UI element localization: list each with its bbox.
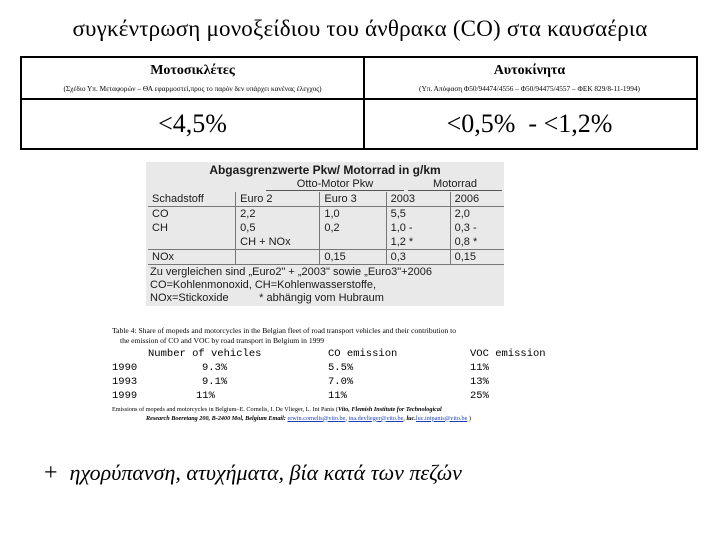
motorcycles-co-value: <4,5% (158, 109, 227, 138)
table-cell: 1999 (112, 390, 138, 402)
table-cell: 1990 (112, 362, 138, 374)
table-cell: 0,15 (320, 250, 386, 265)
german-group-motorrad: Motorrad (408, 178, 502, 191)
german-limits-table (148, 192, 504, 265)
table-row (148, 250, 504, 265)
cars-column (363, 58, 696, 148)
table-cell: CO (152, 208, 169, 220)
table-header-cell: Schadstoff (148, 192, 236, 207)
table-cell: 5.5% (328, 362, 354, 374)
table-cell: 0,3 (386, 250, 450, 265)
motorcycles-note: (Σχέδιο Υπ. Μεταφορών – ΘΑ εφαρμοστεί,προς το παρόν δεν υπάρχει κανένας έλεγχος) (63, 84, 322, 93)
table-cell: 7.0% (328, 376, 354, 388)
german-note-nox: NOx=Stickoxide * abhängig vom Hubraum (150, 292, 384, 304)
cars-heading: Αυτοκίνητα (493, 63, 566, 78)
table-header-cell: VOC emission (470, 348, 546, 360)
page-title: συγκέντρωση μονοξείδιου του άνθρακα (CO) στα καυσαέρια (72, 16, 648, 41)
table-header-cell: 2003 (386, 192, 450, 207)
motorcycles-heading: Μοτοσικλέτες (150, 63, 235, 78)
german-table-title: Abgasgrenzwerte Pkw/ Motorrad in g/km (209, 163, 441, 177)
email-link-cornelis[interactable]: erwin.cornelis@vito.be (287, 414, 346, 422)
table-cell: 25% (470, 390, 489, 402)
table-cell (236, 250, 320, 265)
german-group-otto: Otto-Motor Pkw (266, 178, 404, 191)
table-cell: 11% (328, 390, 347, 402)
table-cell: 0,5 (236, 221, 320, 235)
german-emission-limits-image (146, 162, 504, 306)
table-cell: 11% (470, 362, 489, 374)
cars-co-value: <0,5% - <1,2% (446, 109, 613, 138)
table-cell: 9.1% (202, 376, 228, 388)
table-cell: 2,0 (450, 207, 504, 222)
table-cell: 0,3 - (450, 221, 504, 235)
plus-icon: + (44, 460, 58, 486)
table-cell: 1993 (112, 376, 138, 388)
table-header-cell: Euro 3 (320, 192, 386, 207)
table-row (148, 207, 504, 222)
table-header-cell: 2006 (450, 192, 504, 207)
motorcycles-column (22, 58, 365, 148)
table-header-cell: CO emission (328, 348, 398, 360)
cars-note: (Υπ. Απόφαση Φ50/94474/4556 – Φ50/94475/4557 – ΦΕΚ 829/8-11-1994) (419, 84, 640, 93)
table-cell: NOx (148, 250, 236, 265)
table-header-cell: Number of vehicles (148, 348, 262, 360)
table-cell: 2,2 (236, 207, 320, 222)
motorcycles-header (22, 58, 363, 100)
german-note-compare: Zu vergleichen sind „Euro2" + „2003" sowie „Euro3"+2006 (150, 266, 432, 278)
caption-line-2: the emission of CO and VOC by road transport in Belgium in 1999 (120, 335, 325, 345)
table-row (148, 221, 504, 235)
source-authors: Emissions of mopeds and motorcycles in Belgium–E. Cornelis, I. De Vlieger, L. Int Panis ( (112, 406, 338, 413)
email-link-intpanis[interactable]: luc.intpanis@vito.be (415, 414, 468, 422)
table-cell: 1,0 - (386, 221, 450, 235)
table-header-cell: Euro 2 (236, 192, 320, 207)
table-cell: 1,2 * (386, 235, 450, 250)
email-link-devlieger[interactable]: ina.devlieger@vito.be (348, 414, 404, 422)
source-address: Research Boeretang 200, B-2400 Mol, Belgium Email: (146, 414, 288, 422)
caption-line-1: Table 4: Share of mopeds and motorcycles in the Belgian fleet of road transport vehicles and their contribution to (112, 326, 457, 335)
table-row (148, 192, 504, 207)
german-note-co: CO=Kohlenmonoxid, CH=Kohlenwasserstoffe, (150, 279, 377, 291)
table-cell: 0,8 * (450, 235, 504, 250)
footer-line (44, 460, 462, 487)
table-cell: 5,5 (386, 207, 450, 222)
table-cell: CH + NOx (236, 235, 320, 250)
table-cell: 9.3% (202, 362, 228, 374)
table-cell: 1,0 (320, 207, 386, 222)
table-cell: 11% (196, 390, 215, 402)
table-row (148, 235, 504, 250)
table-cell: 13% (470, 376, 489, 388)
comparison-table (20, 56, 698, 150)
belgian-table-source: Emissions of mopeds and motorcycles in Belgium–E. Cornelis, I. De Vlieger, L. Int Panis (Vito, Flemish Institute for Technological Research Boeretang 200, B-2400 Mol, Belgium Email: erwin.cornelis@vito.be, ina.devlieger@vito.be, luc.luc.intpanis@vito.be ) (112, 406, 471, 422)
table-cell: 0,2 (320, 221, 386, 235)
cars-header (363, 58, 696, 100)
table-cell (320, 235, 386, 250)
table-cell: CH (152, 222, 168, 234)
belgian-table-caption (112, 326, 582, 345)
footer-text: ηχορύπανση, ατυχήματα, βία κατά των πεζών (69, 460, 462, 485)
table-cell (148, 235, 236, 250)
table-cell: 0,15 (450, 250, 504, 265)
source-organisation: Vito, Flemish Institute for Technological (337, 406, 442, 413)
